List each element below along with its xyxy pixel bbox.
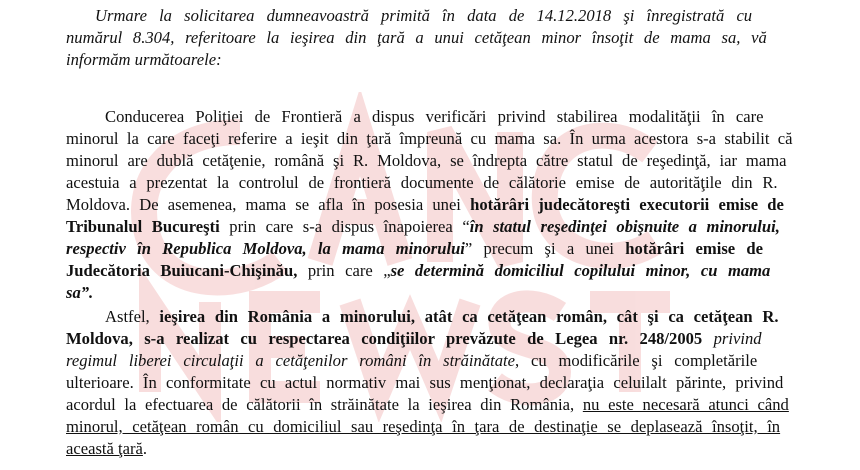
p2-line-6: [66, 416, 835, 438]
p2-line-7: [66, 438, 835, 460]
p1-text-7b: ” precum şi a unei: [464, 239, 626, 258]
p1-line-3: [66, 150, 835, 172]
p1-line-6: [66, 216, 835, 238]
p2-text-1b: ieşirea din România a minorului, atât ca cetăţean român, cât şi ca cetăţean R.: [159, 307, 779, 326]
p2-text-2b: privind: [702, 329, 762, 348]
intro-text-2: numărul 8.304, referitoare la ieşirea din ţară a unui cetăţean minor însoţit de mama sa, vă: [66, 28, 767, 47]
p2-text-5b: nu este necesară atunci când: [582, 395, 789, 414]
p1-line-4: [66, 172, 835, 194]
p1-text-6c: în statul reşedinţei obişnuite a minorului,: [469, 217, 780, 236]
p1-line-2: [66, 128, 835, 150]
intro-line-1: [95, 5, 833, 27]
p1-text-4: acestuia a prezentat la controlul de frontieră documente de călătorie emise de autorităţile din R.: [66, 173, 778, 192]
p1-line-1: [105, 106, 835, 128]
p1-text-3: minorul are dublă cetăţenie, română şi R. Moldova, se îndrepta către statul de reşedinţă, iar mama: [66, 151, 787, 170]
p2-text-7a: această ţară: [66, 439, 143, 458]
p2-text-7b: .: [142, 439, 148, 458]
p1-text-6a: Tribunalul Bucureşti: [66, 217, 220, 236]
p2-text-3a: regimul liberei circulaţii a cetăţenilor români în străinătate: [66, 351, 516, 370]
p1-text-6b: prin care s-a dispus înapoierea “: [219, 217, 470, 236]
p1-text-5a: Moldova. De asemenea, mama se afla în posesia unei: [66, 195, 471, 214]
intro-text-1: Urmare la solicitarea dumneavoastră primită în data de 14.12.2018 şi înregistrată cu: [95, 6, 753, 25]
p2-line-4: [66, 372, 835, 394]
p1-text-2: minorul la care faceţi referire a ieşit din ţară împreună cu mama sa. În urma acestora s-a stabilit că: [66, 129, 793, 148]
intro-line-3: [66, 49, 833, 71]
p2-line-1: [105, 306, 835, 328]
p2-text-3b: , cu modificările şi completările: [515, 351, 758, 370]
p2-line-5: [66, 394, 835, 416]
p2-text-6: minorul, cetăţean român cu domiciliul sau reşedinţa în ţara de destinaţie se deplasează însoţit, în: [66, 417, 781, 436]
p1-text-9: sa”.: [66, 283, 94, 302]
p1-line-5: [66, 194, 835, 216]
p1-text-7a: respectiv în Republica Moldova, la mama minorului: [66, 239, 465, 258]
p1-text-8c: se determină domiciliul copilului minor, cu mama: [390, 261, 771, 280]
p1-line-9: [66, 282, 835, 304]
p1-line-7: [66, 238, 835, 260]
p2-line-3: [66, 350, 835, 372]
p1-text-1: Conducerea Poliţiei de Frontieră a dispus verificări privind stabilirea modalităţii în care: [105, 107, 764, 126]
p1-text-5b: hotărâri judecătoreşti executorii emise de: [470, 195, 784, 214]
p2-text-1a: Astfel,: [105, 307, 160, 326]
p1-text-8a: Judecătoria Buiucani-Chişinău,: [66, 261, 298, 280]
p2-line-2: [66, 328, 835, 350]
p2-text-5a: acordul la efectuarea de călătorii în străinătate la ieşirea din România,: [66, 395, 583, 414]
p1-text-8b: prin care „: [297, 261, 391, 280]
p1-text-7c: hotărâri emise de: [625, 239, 763, 258]
p2-text-4: ulterioare. În conformitate cu actul normativ mai sus menţionat, declaraţia celuilalt părinte, privind: [66, 373, 784, 392]
intro-line-2: [66, 27, 833, 49]
p1-line-8: [66, 260, 835, 282]
p2-text-2a: Moldova, s-a realizat cu respectarea condiţiilor prevăzute de Legea nr. 248/2005: [66, 329, 703, 348]
intro-text-3: informăm următoarele:: [66, 50, 222, 69]
